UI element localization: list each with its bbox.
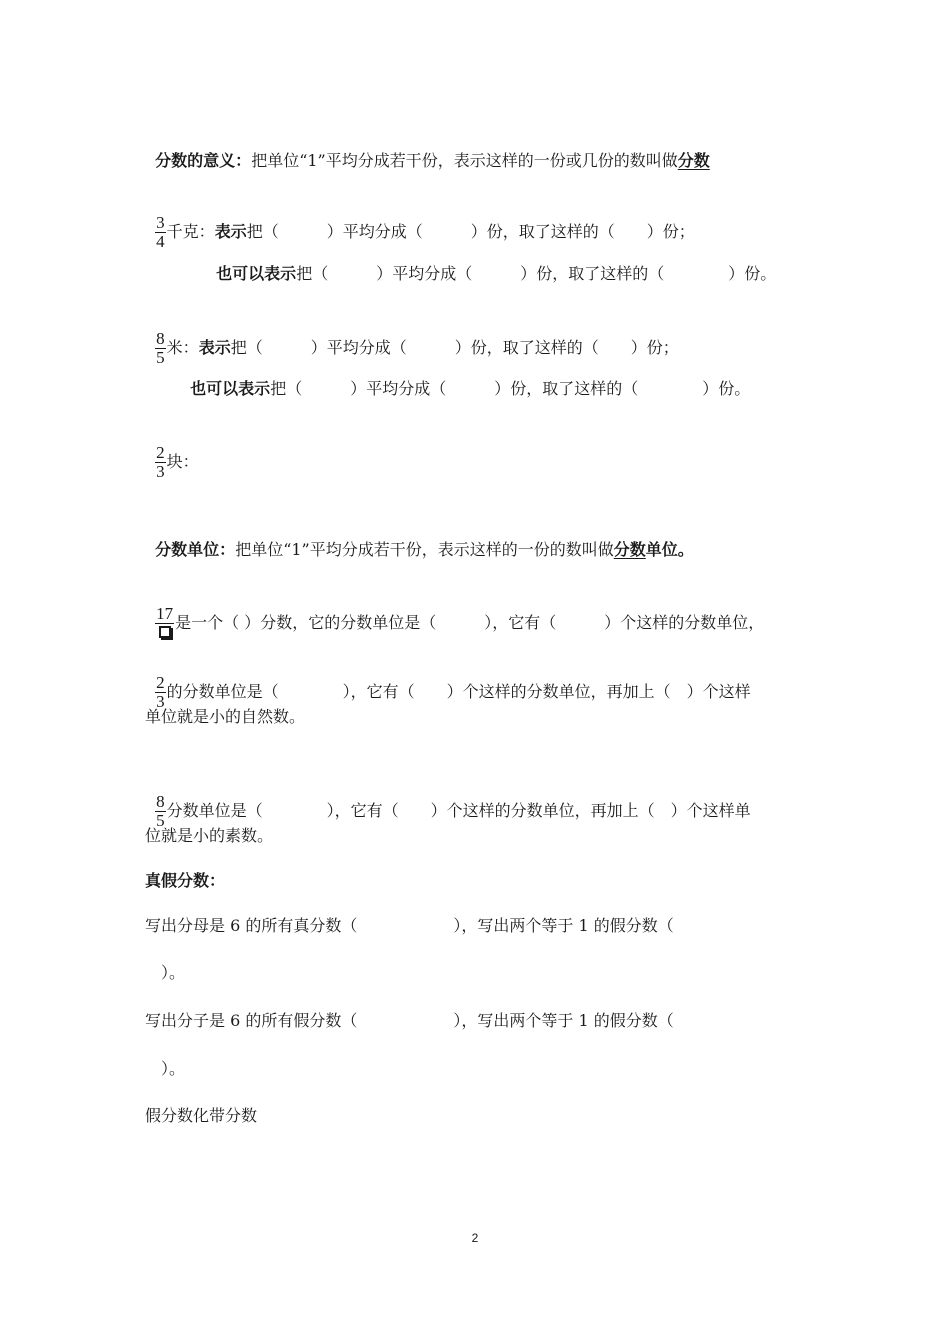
proper-line-2: 写出分子是 6 的所有假分数（ ），写出两个等于 1 的假分数（ [145, 1011, 674, 1030]
bold-label: 表示 [214, 222, 247, 241]
bold-label: 表示 [198, 338, 231, 357]
term-unit-tail: 单位。 [645, 540, 694, 559]
proper-line-1-cont: ）。 [145, 963, 186, 982]
section-title-unit: 分数单位： [155, 540, 236, 559]
meaning-definition [145, 128, 710, 172]
fraction-17-box: 17 [155, 605, 174, 642]
unit-label: 千克： [166, 222, 215, 241]
blank-text: 把（ ）平均分成（ ）份，取了这样的（ ）份。 [270, 379, 751, 398]
fraction-8-5: $\frac{8}{5}$ [156, 329, 165, 367]
question-17 [145, 563, 764, 643]
bold-label: 也可以表示 [190, 379, 271, 398]
section-title-proper: 真假分数： [145, 871, 226, 890]
page-number: 2 [471, 1231, 479, 1245]
fraction-line-2-3 [145, 402, 199, 482]
fraction-8-5: $\frac{8}{5}$ [156, 792, 165, 830]
blank-text: 把（ ）平均分成（ ）份，取了这样的（ ）份； [246, 222, 695, 241]
fraction-2-3: $\frac{2}{3}$ [156, 673, 165, 711]
question-2-3-cont: 单位就是小的自然数。 [145, 707, 306, 726]
question-8-5 [145, 751, 751, 831]
fraction-2-3: $\frac{2}{3}$ [156, 443, 165, 481]
blank-text: 把（ ）平均分成（ ）份，取了这样的（ ）份。 [296, 264, 777, 283]
question-text: 的分数单位是（ ），它有（ ）个这样的分数单位，再加上（ ）个这样 [166, 682, 751, 701]
alt-meaning-8-5 [180, 356, 750, 400]
bold-label: 也可以表示 [216, 264, 297, 283]
question-8-5-cont: 位就是小的素数。 [145, 826, 274, 845]
proper-line-1: 写出分母是 6 的所有真分数（ ），写出两个等于 1 的假分数（ [145, 916, 674, 935]
unit-text: 把单位“1”平均分成若干份，表示这样的一份的数叫做 [235, 540, 614, 559]
unit-definition [145, 517, 694, 561]
fraction-3-4: $\frac{3}{4}$ [156, 213, 165, 251]
fraction-line-3-4 [145, 172, 695, 252]
alt-meaning-3-4 [206, 241, 776, 285]
unit-label: 块： [166, 452, 199, 471]
section-title-meaning: 分数的意义： [155, 151, 252, 170]
question-text: 是一个（ ）分数，它的分数单位是（ ），它有（ ）个这样的分数单位， [175, 613, 765, 632]
question-text: 分数单位是（ ），它有（ ）个这样的分数单位，再加上（ ）个这样单 [166, 801, 751, 820]
question-2-3 [145, 632, 751, 712]
blank-text: 把（ ）平均分成（ ）份，取了这样的（ ）份； [230, 338, 679, 357]
proper-line-2-cont: ）。 [145, 1059, 186, 1078]
term-fraction: 分数 [613, 540, 646, 559]
term-fraction: 分数 [677, 151, 710, 170]
improper-to-mixed: 假分数化带分数 [145, 1106, 258, 1125]
meaning-text: 把单位“1”平均分成若干份，表示这样的一份或几份的数叫做 [251, 151, 678, 170]
unit-label: 米： [166, 338, 199, 357]
